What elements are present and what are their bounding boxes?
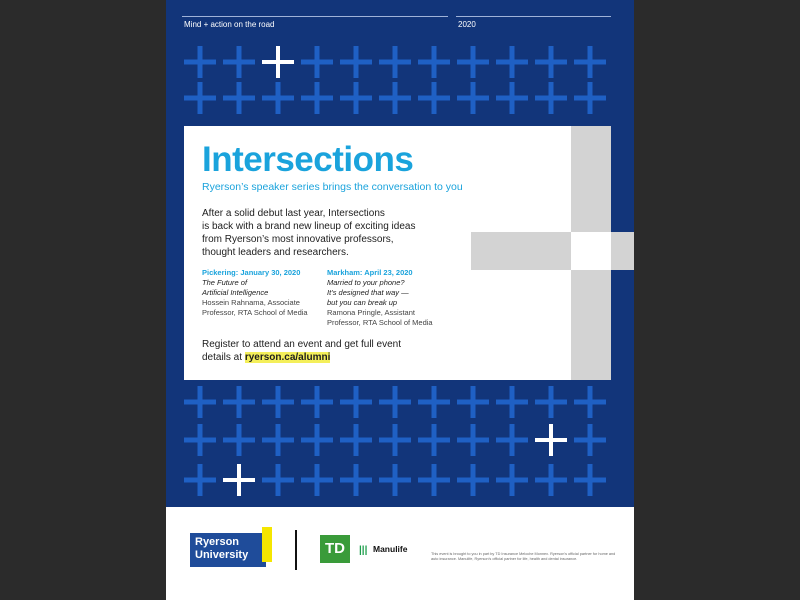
event-heading: Markham: April 23, 2020 bbox=[327, 268, 413, 277]
event-markham bbox=[327, 268, 433, 328]
plus-cross-icon bbox=[301, 464, 333, 496]
plus-cross-icon bbox=[496, 464, 528, 496]
plus-cross-icon bbox=[301, 46, 333, 78]
plus-cross-icon bbox=[379, 424, 411, 456]
plus-cross-icon bbox=[496, 424, 528, 456]
plus-cross-icon bbox=[184, 82, 216, 114]
plus-cross-icon bbox=[340, 82, 372, 114]
plus-cross-icon bbox=[457, 46, 489, 78]
td-logo: TD bbox=[320, 535, 350, 563]
plus-cross-icon bbox=[457, 464, 489, 496]
year: 2020 bbox=[458, 20, 476, 29]
plus-cross-icon bbox=[184, 386, 216, 418]
plus-cross-icon bbox=[418, 386, 450, 418]
event-talk-line: The Future of bbox=[202, 278, 248, 287]
event-speaker-line: Hossein Rahnama, Associate bbox=[202, 298, 300, 307]
plus-cross-icon bbox=[184, 46, 216, 78]
plus-cross-icon bbox=[535, 464, 567, 496]
plus-cross-icon bbox=[262, 386, 294, 418]
event-heading: Pickering: January 30, 2020 bbox=[202, 268, 301, 277]
plus-cross-icon bbox=[301, 82, 333, 114]
plus-cross-icon bbox=[262, 82, 294, 114]
plus-cross-icon bbox=[457, 386, 489, 418]
event-speaker-line: Professor, RTA School of Media bbox=[202, 308, 308, 317]
plus-pattern-bottom bbox=[166, 380, 634, 507]
plus-cross-icon bbox=[223, 424, 255, 456]
plus-cross-icon bbox=[340, 464, 372, 496]
plus-cross-icon bbox=[262, 424, 294, 456]
plus-cross-icon bbox=[574, 82, 606, 114]
plus-cross-icon bbox=[574, 46, 606, 78]
plus-cross-icon bbox=[418, 424, 450, 456]
top-bar bbox=[166, 0, 634, 40]
plus-cross-icon bbox=[223, 82, 255, 114]
event-speaker-line: Ramona Pringle, Assistant bbox=[327, 308, 415, 317]
grey-cross-center bbox=[571, 232, 611, 270]
plus-pattern-top bbox=[166, 40, 634, 120]
plus-cross-icon bbox=[535, 82, 567, 114]
plus-cross-icon bbox=[574, 464, 606, 496]
plus-cross-icon bbox=[262, 464, 294, 496]
plus-cross-icon bbox=[535, 46, 567, 78]
manulife-icon: ||| bbox=[359, 545, 368, 556]
plus-cross-icon bbox=[574, 424, 606, 456]
plus-cross-icon bbox=[184, 464, 216, 496]
register-prefix: details at bbox=[202, 352, 245, 363]
brochure-page bbox=[166, 0, 634, 600]
plus-cross-icon bbox=[262, 46, 294, 78]
manulife-logo-text: Manulife bbox=[373, 544, 408, 554]
ryerson-logo-line: Ryerson bbox=[195, 536, 240, 548]
plus-cross-icon bbox=[379, 386, 411, 418]
plus-cross-icon bbox=[496, 46, 528, 78]
plus-cross-icon bbox=[340, 46, 372, 78]
plus-cross-icon bbox=[496, 82, 528, 114]
ryerson-logo-text bbox=[195, 536, 248, 562]
plus-cross-icon bbox=[379, 82, 411, 114]
plus-cross-icon bbox=[301, 386, 333, 418]
plus-cross-icon bbox=[379, 464, 411, 496]
event-talk-line: Artificial Intelligence bbox=[202, 288, 269, 297]
plus-cross-icon bbox=[535, 386, 567, 418]
register-line: Register to attend an event and get full event bbox=[202, 339, 402, 350]
plus-cross-icon bbox=[535, 424, 567, 456]
logo-divider bbox=[295, 530, 297, 570]
event-speaker-line: Professor, RTA School of Media bbox=[327, 318, 433, 327]
plus-cross-icon bbox=[223, 46, 255, 78]
intro-line: thought leaders and researchers. bbox=[202, 247, 349, 258]
plus-cross-icon bbox=[301, 424, 333, 456]
register-line-2 bbox=[202, 351, 401, 364]
tagline: Mind + action on the road bbox=[184, 20, 275, 29]
plus-cross-icon bbox=[418, 82, 450, 114]
register-callout bbox=[202, 338, 401, 364]
intro-line: After a solid debut last year, Intersections bbox=[202, 208, 385, 219]
ryerson-logo-bar bbox=[262, 527, 272, 562]
event-talk-line: Married to your phone? bbox=[327, 278, 405, 287]
plus-cross-icon bbox=[379, 46, 411, 78]
plus-cross-icon bbox=[457, 82, 489, 114]
plus-cross-icon bbox=[574, 386, 606, 418]
plus-cross-icon bbox=[223, 386, 255, 418]
event-pickering bbox=[202, 268, 308, 318]
intro-line: is back with a brand new lineup of exciting ideas bbox=[202, 221, 416, 232]
page-title: Intersections bbox=[202, 140, 414, 179]
top-rule-right bbox=[456, 16, 611, 17]
plus-cross-icon bbox=[418, 464, 450, 496]
plus-cross-icon bbox=[496, 386, 528, 418]
plus-cross-icon bbox=[223, 464, 255, 496]
plus-cross-icon bbox=[340, 424, 372, 456]
ryerson-logo-line: University bbox=[195, 549, 249, 561]
plus-cross-icon bbox=[457, 424, 489, 456]
intro-line: from Ryerson’s most innovative professors, bbox=[202, 234, 394, 245]
plus-cross-icon bbox=[418, 46, 450, 78]
event-talk-line: but you can break up bbox=[327, 298, 398, 307]
plus-cross-icon bbox=[184, 424, 216, 456]
event-talk-line: It’s designed that way — bbox=[327, 288, 409, 297]
sponsor-fine-print: This event is brought to you in part by TD Insurance Meloche Monnex. Ryerson’s official partner for home and auto insurance. Manulife, Ryerson’s official partner for life, health and dental insurance. bbox=[431, 552, 616, 561]
plus-cross-icon bbox=[340, 386, 372, 418]
intro-paragraph bbox=[202, 207, 442, 259]
top-rule-left bbox=[182, 16, 448, 17]
page-subtitle: Ryerson’s speaker series brings the conversation to you bbox=[202, 181, 463, 193]
register-link[interactable]: ryerson.ca/alumni bbox=[244, 352, 331, 363]
